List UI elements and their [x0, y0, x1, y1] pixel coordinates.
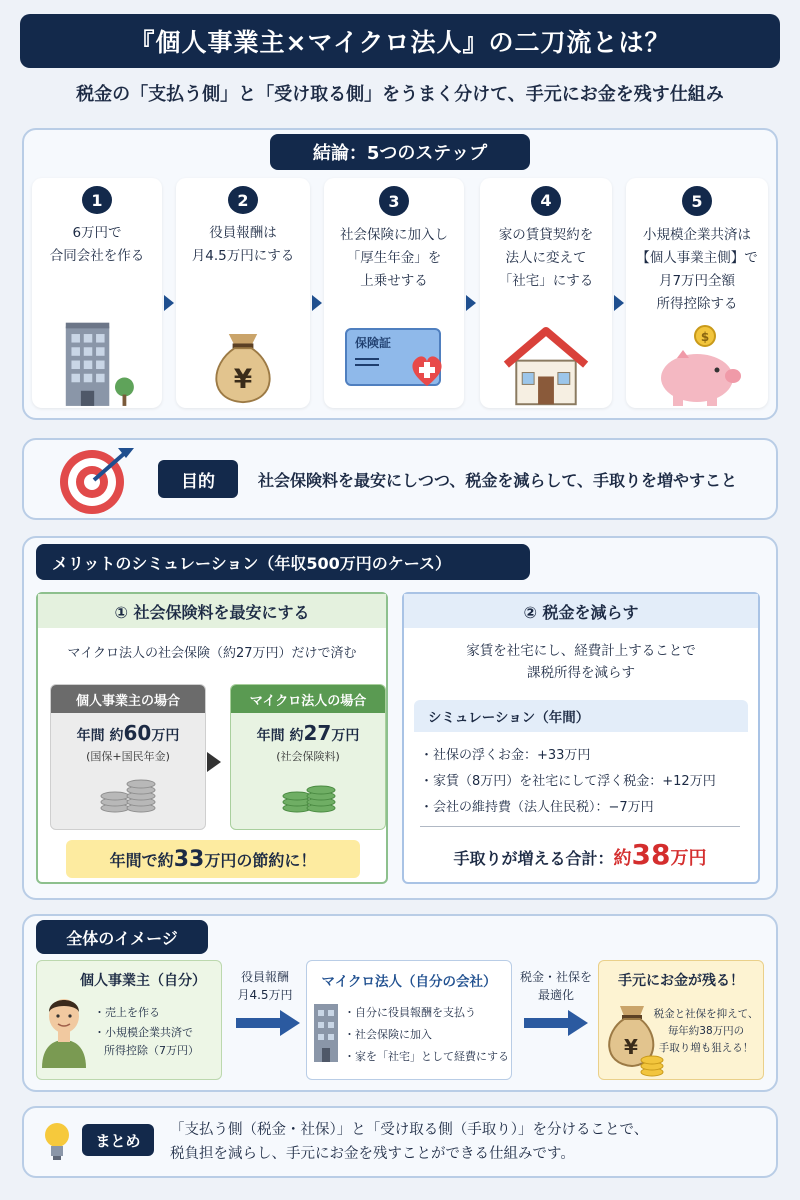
person-avatar-icon: [38, 986, 90, 1068]
personal-cost-box: [50, 684, 206, 830]
annual-simulation-title: シミュレーション（年間）: [414, 700, 748, 732]
divider: [420, 826, 740, 827]
result-title: 手元にお金が残る！: [618, 973, 744, 989]
target-icon: [56, 444, 136, 516]
summary-text: 「支払う側（税金・社保）」と「受け取る側（手取り）」を分けることで、 税負担を減らし、手元にお金を残すことができる仕組みです。: [170, 1122, 649, 1162]
insurance-card-icon: [339, 320, 449, 400]
take-home-total: 手取りが増える合計：約38万円: [453, 838, 707, 871]
lightbulb-icon: [42, 1120, 72, 1162]
step-number: 2: [228, 186, 258, 214]
step-arrow-icon: [164, 295, 174, 311]
role-line: ・小規模企業共済で: [94, 1026, 193, 1039]
piggy-bank-icon: [647, 324, 747, 408]
money-bag-icon: [198, 317, 288, 408]
social-insurance-title: ① 社会保険料を最安にする: [38, 594, 386, 628]
personal-cost-amount: 年間 約60万円: [76, 721, 180, 745]
optimize-flow-label: 税金・社保を 最適化: [519, 970, 592, 1002]
coins-icon: [93, 768, 163, 814]
coins-icon: [273, 768, 343, 814]
summary-tag: まとめ: [82, 1124, 154, 1156]
purpose-text: 社会保険料を最安にしつつ、税金を減らして、手取りを増やすこと: [258, 471, 738, 490]
role-line: 所得控除（7万円）: [104, 1044, 199, 1057]
page-title: 『個人事業主×マイクロ法人』の二刀流とは？: [20, 14, 780, 68]
house-icon: [498, 323, 594, 408]
step-text: 6万円で 合同会社を作る: [49, 225, 145, 265]
tax-reduction-desc: 家賃を社宅にし、経費計上することで 課税所得を減らす: [466, 643, 696, 681]
svg-text:¥: ¥: [624, 1035, 638, 1059]
step-text: 役員報酬は 月4.5万円にする: [191, 225, 295, 265]
step-text: 社会保険に加入し 「厚生年金」を 上乗せする: [340, 227, 448, 289]
result-text: 税金と社保を抑えて、 毎年約38万円の 手取り増も狙える！: [653, 1008, 759, 1054]
step-card-2: [176, 178, 310, 408]
sole-proprietor-title: 個人事業主（自分）: [80, 973, 206, 989]
steps-header: 結論：5つのステップ: [270, 134, 530, 170]
flow-arrow-icon: [236, 1010, 300, 1036]
simulation-line: ・家賃（8万円）を社宅にして浮く税金：+12万円: [420, 774, 716, 789]
step-text: 小規模企業共済は 【個人事業主側】で 月7万円全額 所得控除する: [636, 227, 758, 312]
step-card-1: [32, 178, 162, 408]
card-label: 保険証: [355, 336, 392, 350]
corp-role-line: ・社会保険に加入: [344, 1028, 432, 1041]
corp-cost-amount: 年間 約27万円: [256, 721, 360, 745]
saving-highlight: 年間で約 33 万円の節約に！: [66, 840, 360, 878]
salary-flow-label: 役員報酬 月4.5万円: [237, 970, 293, 1002]
role-line: ・売上を作る: [94, 1006, 160, 1019]
corp-role-line: ・家を「社宅」として経費にする: [344, 1050, 509, 1063]
step-arrow-icon: [312, 295, 322, 311]
page-subtitle: 税金の「支払う側」と「受け取る側」をうまく分けて、手元にお金を残す仕組み: [76, 84, 724, 105]
svg-text:$: $: [700, 330, 710, 344]
tax-reduction-title: ② 税金を減らす: [404, 594, 758, 628]
step-card-3: [324, 178, 464, 408]
corp-cost-head: マイクロ法人の場合: [231, 685, 385, 713]
personal-cost-sub: (国保+国民年金): [86, 750, 170, 763]
company-building-icon: [312, 1002, 342, 1064]
micro-corp-title: マイクロ法人（自分の会社）: [321, 974, 497, 990]
compare-arrow-icon: [207, 752, 221, 772]
simulation-line: ・会社の維持費（法人住民税）：−7万円: [420, 800, 654, 815]
office-building-icon: [52, 317, 142, 408]
step-arrow-icon: [614, 295, 624, 311]
overview-header: 全体のイメージ: [36, 920, 208, 954]
step-text: 家の賃貸契約を 法人に変えて 「社宅」にする: [498, 226, 594, 289]
corp-role-line: ・自分に役員報酬を支払う: [344, 1006, 476, 1019]
step-number: 5: [682, 186, 712, 216]
corp-cost-sub: (社会保険料): [276, 750, 340, 763]
svg-text:¥: ¥: [233, 364, 253, 396]
simulation-header: メリットのシミュレーション（年収500万円のケース）: [36, 544, 530, 580]
step-number: 3: [379, 186, 409, 216]
step-number: 4: [531, 186, 561, 216]
purpose-tag: 目的: [158, 460, 238, 498]
step-number: 1: [82, 186, 112, 214]
personal-cost-head: 個人事業主の場合: [51, 685, 205, 713]
simulation-line: ・社保の浮くお金：+33万円: [420, 748, 591, 763]
step-arrow-icon: [466, 295, 476, 311]
step-card-5: [626, 178, 768, 408]
social-insurance-desc: マイクロ法人の社会保険（約27万円）だけで済む: [67, 646, 357, 661]
corp-cost-box: [230, 684, 386, 830]
step-card-4: [480, 178, 612, 408]
flow-arrow-icon: [524, 1010, 588, 1036]
